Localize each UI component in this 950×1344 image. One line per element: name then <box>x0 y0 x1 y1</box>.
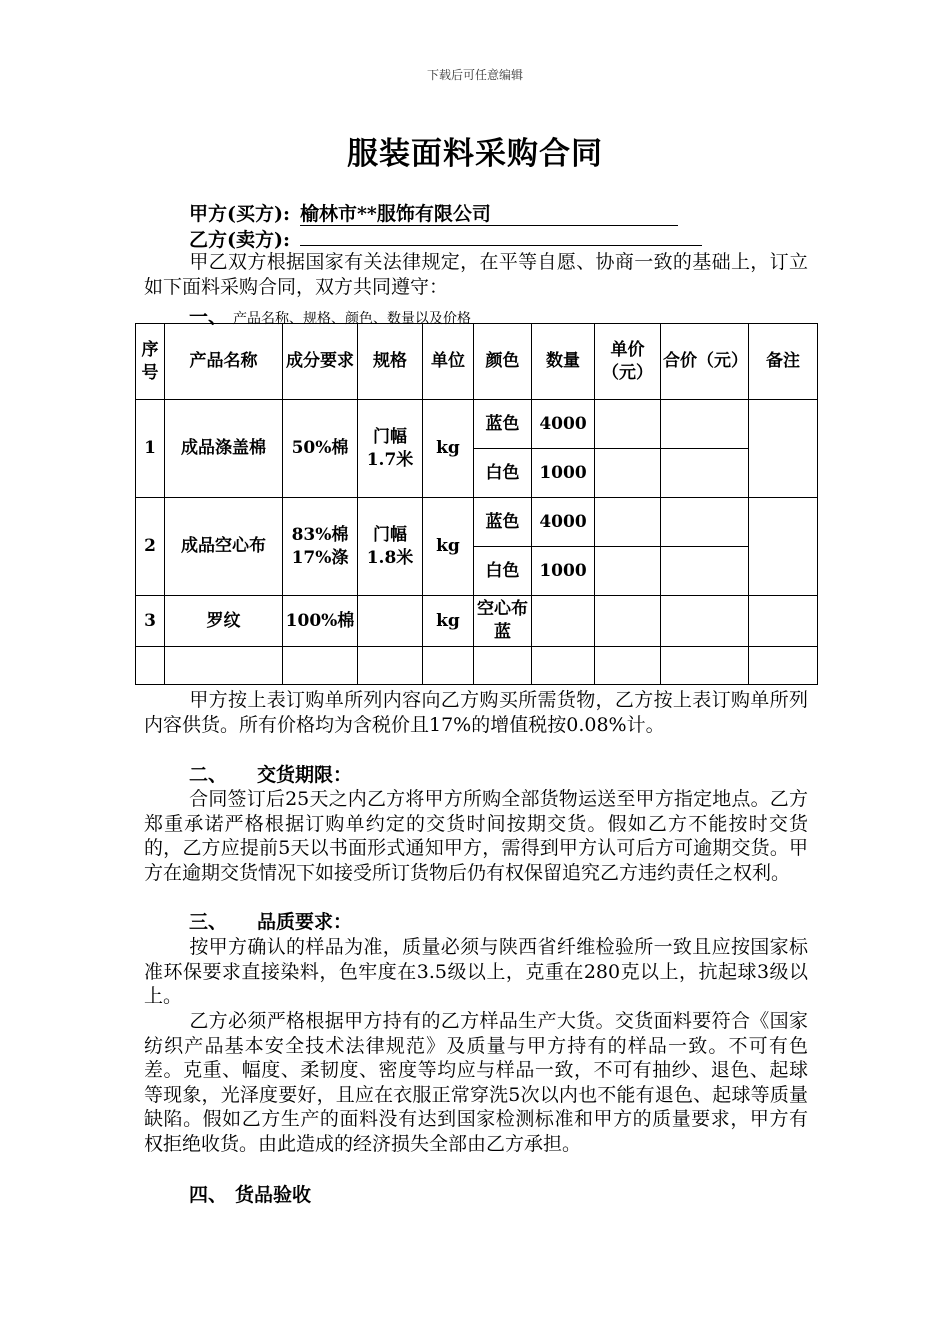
row3-name: 罗纹 <box>165 596 283 647</box>
table-row <box>136 400 818 449</box>
header-composition: 成分要求 <box>283 324 358 400</box>
party-b-line <box>189 225 702 252</box>
section-4-title: 货品验收 <box>235 1184 312 1206</box>
empty-cell <box>532 647 595 685</box>
header-remark: 备注 <box>749 324 818 400</box>
table-row <box>136 498 818 547</box>
intro-text: 甲乙双方根据国家有关法律规定，在平等自愿、协商一致的基础上，订立如下面料采购合同，双方共同遵守： <box>144 251 808 298</box>
row2-total-b <box>661 547 749 596</box>
header-name: 产品名称 <box>165 324 283 400</box>
row1-unit-price-b <box>595 449 661 498</box>
table-header-row <box>136 324 818 400</box>
product-table <box>135 323 818 685</box>
party-b-value <box>300 245 702 246</box>
row3-unit: kg <box>423 596 474 647</box>
row3-seq: 3 <box>136 596 165 647</box>
row1-unit-price-a <box>595 400 661 449</box>
empty-cell <box>136 647 165 685</box>
intro-paragraph <box>144 250 808 299</box>
row2-unit-price-b <box>595 547 661 596</box>
section-3-heading <box>189 910 352 934</box>
table-row-empty <box>136 647 818 685</box>
table-row <box>136 596 818 647</box>
section-3-text-a: 按甲方确认的样品为准，质量必须与陕西省纤维检验所一致且应按国家标准环保要求直接染料，色牢度在3.5级以上，克重在280克以上，抗起球3级以上。 <box>144 936 808 1007</box>
section-2-heading <box>189 763 352 787</box>
section-3-paragraph-a <box>144 935 808 1009</box>
section-3-text-b: 乙方必须严格根据甲方持有的乙方样品生产大货。交货面料要符合《国家纺织产品基本安全技术法律规范》及质量与甲方持有的样品一致。不可有色差。克重、幅度、柔韧度、密度等均应与样品一致，不可有抽纱、退色、起球等现象，光泽度要好，且应在衣服正常穿洗5次以内也不能有退色、起球等质量缺陷。假如乙方生产的面料没有达到国家检测标准和甲方的质量要求，甲方有权拒绝收货。由此造成的经济损失全部由乙方承担。 <box>144 1010 808 1155</box>
header-total: 合价（元） <box>661 324 749 400</box>
empty-cell <box>474 647 532 685</box>
header-qty: 数量 <box>532 324 595 400</box>
row1-remark <box>749 400 818 498</box>
empty-cell <box>749 647 818 685</box>
row2-color-a: 蓝色 <box>474 498 532 547</box>
header-spec: 规格 <box>358 324 423 400</box>
party-a-line <box>189 199 678 226</box>
row2-color-b: 白色 <box>474 547 532 596</box>
row3-qty <box>532 596 595 647</box>
row1-color-b: 白色 <box>474 449 532 498</box>
row1-spec: 门幅1.7米 <box>358 400 423 498</box>
header-color: 颜色 <box>474 324 532 400</box>
section-4-number: 四、 <box>189 1184 228 1206</box>
empty-cell <box>595 647 661 685</box>
section-2-title: 交货期限： <box>257 764 353 786</box>
paragraph-after-table <box>144 688 808 737</box>
row3-composition: 100%棉 <box>283 596 358 647</box>
row2-unit-price-a <box>595 498 661 547</box>
row3-unit-price <box>595 596 661 647</box>
section-1-number: 一、 <box>189 306 228 328</box>
row2-unit: kg <box>423 498 474 596</box>
row2-name: 成品空心布 <box>165 498 283 596</box>
row2-composition: 83%棉17%涤 <box>283 498 358 596</box>
section-3-paragraph-b <box>144 1009 808 1156</box>
section-2-number: 二、 <box>189 764 228 786</box>
empty-cell <box>165 647 283 685</box>
paragraph-after-table-text: 甲方按上表订购单所列内容向乙方购买所需货物，乙方按上表订购单所列内容供货。所有价格均为含税价且17%的增值税按0.08%计。 <box>144 689 808 736</box>
row1-composition: 50%棉 <box>283 400 358 498</box>
empty-cell <box>358 647 423 685</box>
empty-cell <box>661 647 749 685</box>
empty-cell <box>283 647 358 685</box>
row2-qty-b: 1000 <box>532 547 595 596</box>
section-3-title: 品质要求： <box>257 911 353 933</box>
party-a-value: 榆林市**服饰有限公司 <box>300 203 678 226</box>
row1-name: 成品涤盖棉 <box>165 400 283 498</box>
section-2-text: 合同签订后25天之内乙方将甲方所购全部货物运送至甲方指定地点。乙方郑重承诺严格根据订购单约定的交货时间按期交货。假如乙方不能按时交货的，乙方应提前5天以书面形式通知甲方，需得到甲方认可后方可逾期交货。甲方在逾期交货情况下如接受所订货物后仍有权保留追究乙方违约责任之权利。 <box>144 788 808 884</box>
row3-remark <box>749 596 818 647</box>
header-unit-price: 单价（元） <box>595 324 661 400</box>
row1-unit: kg <box>423 400 474 498</box>
row1-total-a <box>661 400 749 449</box>
row2-qty-a: 4000 <box>532 498 595 547</box>
row3-color: 空心布蓝 <box>474 596 532 647</box>
row2-total-a <box>661 498 749 547</box>
section-3-number: 三、 <box>189 911 228 933</box>
section-2-paragraph <box>144 787 808 885</box>
row3-spec <box>358 596 423 647</box>
party-a-label: 甲方(买方): <box>189 203 290 225</box>
row1-qty-a: 4000 <box>532 400 595 449</box>
empty-cell <box>423 647 474 685</box>
row2-remark <box>749 498 818 596</box>
row2-spec: 门幅1.8米 <box>358 498 423 596</box>
row1-total-b <box>661 449 749 498</box>
row1-seq: 1 <box>136 400 165 498</box>
row1-qty-b: 1000 <box>532 449 595 498</box>
row1-color-a: 蓝色 <box>474 400 532 449</box>
row2-seq: 2 <box>136 498 165 596</box>
header-note: 下载后可任意编辑 <box>426 68 523 82</box>
section-1-title: 产品名称、规格、颜色、数量以及价格 <box>233 311 472 327</box>
row3-total <box>661 596 749 647</box>
party-b-label: 乙方(卖方): <box>189 229 290 251</box>
section-4-heading <box>189 1183 311 1207</box>
document-title: 服装面料采购合同 <box>347 136 603 172</box>
header-seq: 序号 <box>136 324 165 400</box>
header-unit: 单位 <box>423 324 474 400</box>
